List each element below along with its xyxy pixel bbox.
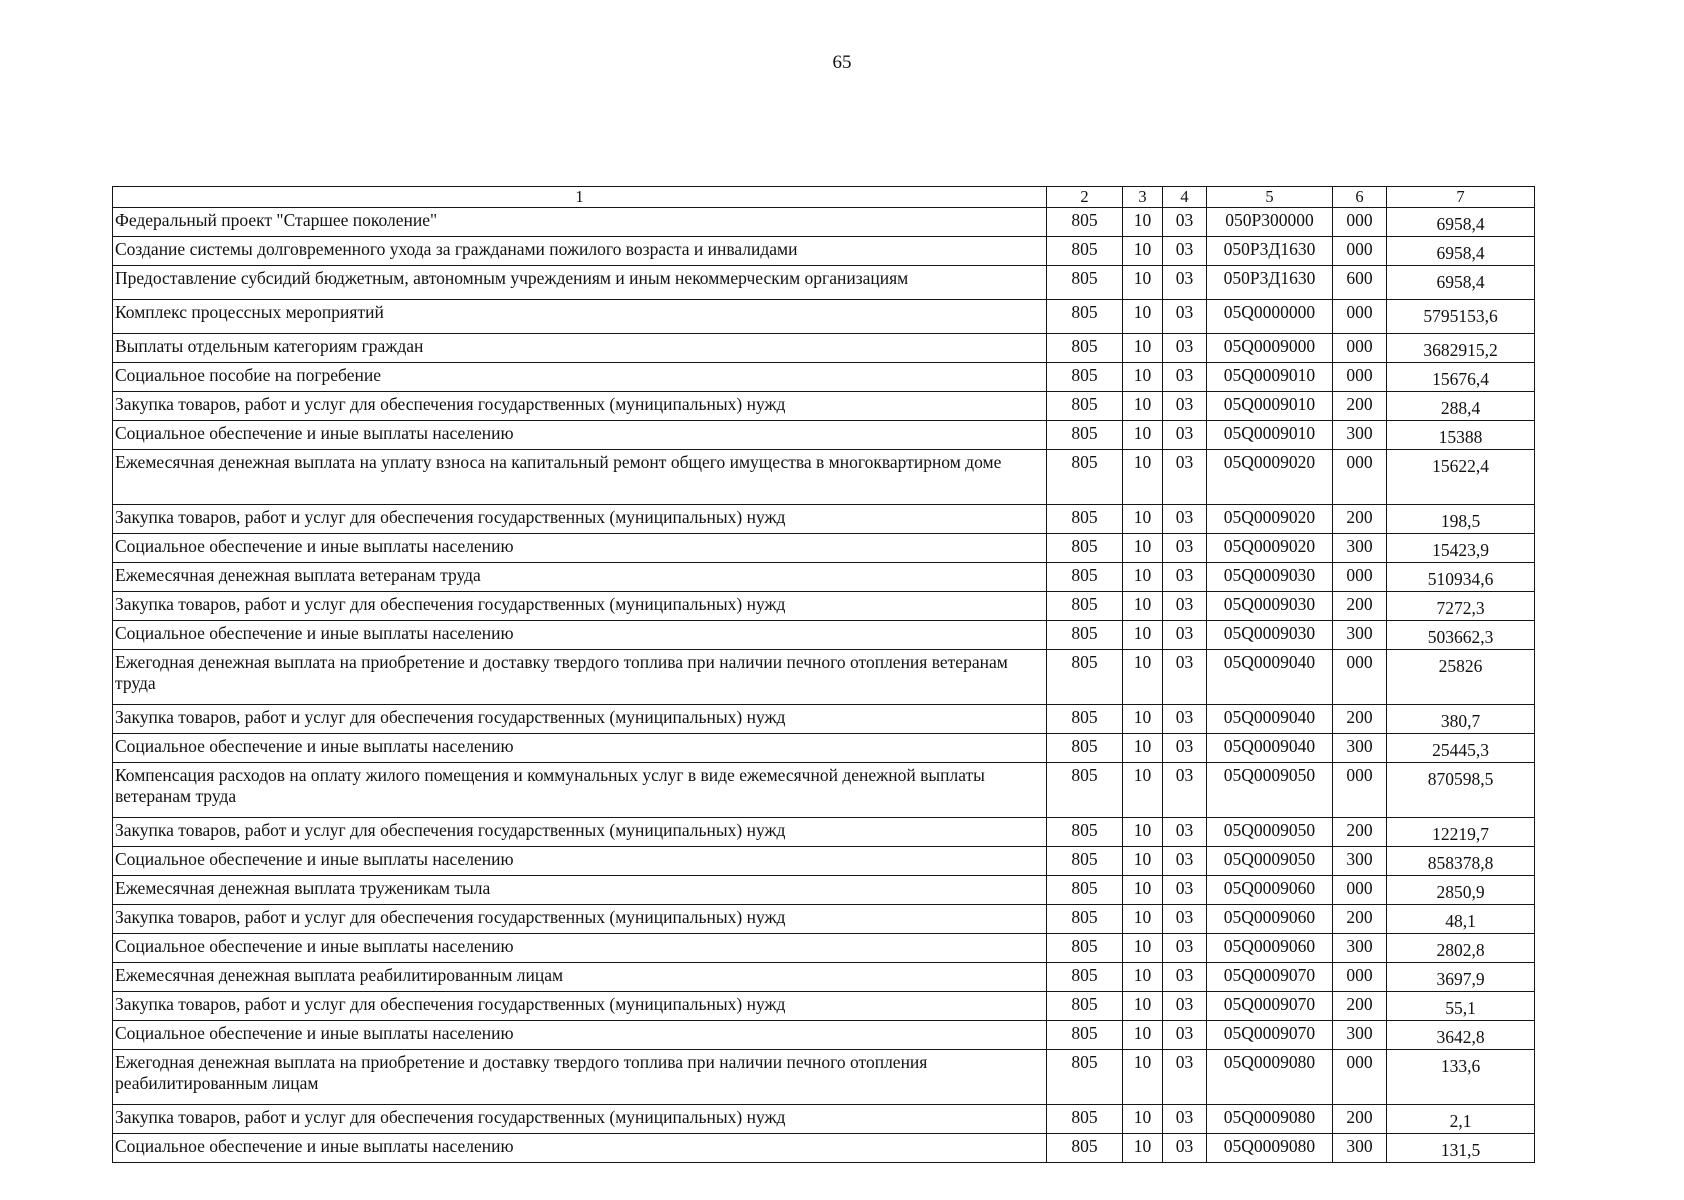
cell-amount: 133,6 — [1387, 1050, 1535, 1105]
cell-target-article: 05Q0009040 — [1207, 705, 1333, 734]
cell-amount: 6958,4 — [1387, 237, 1535, 266]
cell-amount: 2,1 — [1387, 1105, 1535, 1134]
cell-target-article: 05Q0009000 — [1207, 334, 1333, 363]
cell-target-article: 05Q0000000 — [1207, 300, 1333, 334]
cell-ministry-code: 805 — [1047, 621, 1123, 650]
cell-subsection: 03 — [1163, 300, 1207, 334]
table-row — [113, 876, 1535, 905]
cell-amount: 12219,7 — [1387, 818, 1535, 847]
cell-section: 10 — [1123, 1021, 1163, 1050]
cell-subsection: 03 — [1163, 934, 1207, 963]
cell-section: 10 — [1123, 421, 1163, 450]
cell-ministry-code: 805 — [1047, 734, 1123, 763]
cell-target-article: 05Q0009030 — [1207, 592, 1333, 621]
cell-subsection: 03 — [1163, 763, 1207, 818]
cell-name: Федеральный проект "Старшее поколение" — [113, 208, 1047, 237]
cell-ministry-code: 805 — [1047, 534, 1123, 563]
table-row — [113, 905, 1535, 934]
cell-amount: 3682915,2 — [1387, 334, 1535, 363]
cell-target-article: 05Q0009030 — [1207, 563, 1333, 592]
table-row — [113, 705, 1535, 734]
cell-name: Создание системы долговременного ухода за гражданами пожилого возраста и инвалидами — [113, 237, 1047, 266]
cell-amount: 15388 — [1387, 421, 1535, 450]
cell-amount: 15676,4 — [1387, 363, 1535, 392]
cell-amount: 198,5 — [1387, 505, 1535, 534]
cell-expense-type: 300 — [1333, 421, 1387, 450]
header-col-4: 4 — [1163, 187, 1207, 208]
cell-expense-type: 200 — [1333, 705, 1387, 734]
cell-expense-type: 300 — [1333, 621, 1387, 650]
cell-ministry-code: 805 — [1047, 392, 1123, 421]
table-row — [113, 1134, 1535, 1163]
cell-target-article: 05Q0009040 — [1207, 734, 1333, 763]
cell-ministry-code: 805 — [1047, 450, 1123, 505]
cell-subsection: 03 — [1163, 876, 1207, 905]
cell-subsection: 03 — [1163, 1050, 1207, 1105]
cell-expense-type: 000 — [1333, 963, 1387, 992]
cell-name: Ежемесячная денежная выплата труженикам тыла — [113, 876, 1047, 905]
cell-amount: 2850,9 — [1387, 876, 1535, 905]
cell-target-article: 05Q0009060 — [1207, 934, 1333, 963]
cell-section: 10 — [1123, 208, 1163, 237]
cell-target-article: 05Q0009080 — [1207, 1105, 1333, 1134]
cell-name: Закупка товаров, работ и услуг для обеспечения государственных (муниципальных) нужд — [113, 705, 1047, 734]
cell-amount: 6958,4 — [1387, 208, 1535, 237]
cell-subsection: 03 — [1163, 505, 1207, 534]
cell-section: 10 — [1123, 905, 1163, 934]
cell-target-article: 050Р300000 — [1207, 208, 1333, 237]
table-row — [113, 763, 1535, 818]
table-row — [113, 734, 1535, 763]
cell-subsection: 03 — [1163, 992, 1207, 1021]
cell-amount: 3642,8 — [1387, 1021, 1535, 1050]
cell-target-article: 05Q0009020 — [1207, 450, 1333, 505]
table-row — [113, 818, 1535, 847]
cell-target-article: 05Q0009050 — [1207, 763, 1333, 818]
cell-ministry-code: 805 — [1047, 1050, 1123, 1105]
cell-name: Социальное обеспечение и иные выплаты населению — [113, 1134, 1047, 1163]
cell-name: Закупка товаров, работ и услуг для обеспечения государственных (муниципальных) нужд — [113, 592, 1047, 621]
table-row — [113, 934, 1535, 963]
cell-expense-type: 000 — [1333, 334, 1387, 363]
cell-section: 10 — [1123, 650, 1163, 705]
cell-subsection: 03 — [1163, 1021, 1207, 1050]
cell-target-article: 05Q0009070 — [1207, 992, 1333, 1021]
cell-target-article: 05Q0009010 — [1207, 363, 1333, 392]
cell-section: 10 — [1123, 505, 1163, 534]
cell-subsection: 03 — [1163, 1134, 1207, 1163]
table-row — [113, 534, 1535, 563]
cell-target-article: 050Р3Д1630 — [1207, 237, 1333, 266]
cell-ministry-code: 805 — [1047, 818, 1123, 847]
cell-subsection: 03 — [1163, 818, 1207, 847]
table-row — [113, 237, 1535, 266]
table-row — [113, 300, 1535, 334]
cell-section: 10 — [1123, 392, 1163, 421]
table-row — [113, 1021, 1535, 1050]
cell-ministry-code: 805 — [1047, 563, 1123, 592]
cell-section: 10 — [1123, 763, 1163, 818]
cell-name: Социальное пособие на погребение — [113, 363, 1047, 392]
cell-expense-type: 000 — [1333, 450, 1387, 505]
cell-expense-type: 200 — [1333, 592, 1387, 621]
cell-name: Социальное обеспечение и иные выплаты населению — [113, 621, 1047, 650]
budget-table — [112, 186, 1535, 1163]
cell-section: 10 — [1123, 563, 1163, 592]
cell-ministry-code: 805 — [1047, 934, 1123, 963]
cell-section: 10 — [1123, 818, 1163, 847]
header-col-5: 5 — [1207, 187, 1333, 208]
cell-section: 10 — [1123, 1105, 1163, 1134]
cell-name: Закупка товаров, работ и услуг для обеспечения государственных (муниципальных) нужд — [113, 1105, 1047, 1134]
cell-target-article: 05Q0009040 — [1207, 650, 1333, 705]
cell-ministry-code: 805 — [1047, 592, 1123, 621]
cell-target-article: 05Q0009060 — [1207, 876, 1333, 905]
cell-amount: 510934,6 — [1387, 563, 1535, 592]
cell-subsection: 03 — [1163, 266, 1207, 300]
cell-ministry-code: 805 — [1047, 847, 1123, 876]
cell-section: 10 — [1123, 847, 1163, 876]
cell-expense-type: 200 — [1333, 392, 1387, 421]
table-row — [113, 992, 1535, 1021]
cell-expense-type: 200 — [1333, 905, 1387, 934]
cell-ministry-code: 805 — [1047, 334, 1123, 363]
cell-expense-type: 300 — [1333, 1134, 1387, 1163]
table-row — [113, 563, 1535, 592]
cell-section: 10 — [1123, 934, 1163, 963]
cell-amount: 7272,3 — [1387, 592, 1535, 621]
cell-section: 10 — [1123, 237, 1163, 266]
cell-name: Закупка товаров, работ и услуг для обеспечения государственных (муниципальных) нужд — [113, 505, 1047, 534]
header-col-6: 6 — [1333, 187, 1387, 208]
cell-ministry-code: 805 — [1047, 963, 1123, 992]
table-row — [113, 621, 1535, 650]
cell-name: Социальное обеспечение и иные выплаты населению — [113, 734, 1047, 763]
cell-subsection: 03 — [1163, 421, 1207, 450]
cell-expense-type: 000 — [1333, 563, 1387, 592]
cell-subsection: 03 — [1163, 650, 1207, 705]
cell-subsection: 03 — [1163, 963, 1207, 992]
cell-target-article: 05Q0009050 — [1207, 847, 1333, 876]
cell-amount: 25826 — [1387, 650, 1535, 705]
cell-target-article: 05Q0009020 — [1207, 534, 1333, 563]
cell-name: Ежегодная денежная выплата на приобретение и доставку твердого топлива при наличии печного отопления ветеранам труда — [113, 650, 1047, 705]
cell-section: 10 — [1123, 1134, 1163, 1163]
cell-amount: 15622,4 — [1387, 450, 1535, 505]
cell-expense-type: 000 — [1333, 237, 1387, 266]
table-row — [113, 847, 1535, 876]
cell-target-article: 05Q0009070 — [1207, 963, 1333, 992]
table-row — [113, 963, 1535, 992]
header-col-3: 3 — [1123, 187, 1163, 208]
cell-subsection: 03 — [1163, 392, 1207, 421]
cell-section: 10 — [1123, 334, 1163, 363]
cell-expense-type: 300 — [1333, 934, 1387, 963]
page-number: 65 — [832, 52, 852, 73]
table-row — [113, 334, 1535, 363]
cell-subsection: 03 — [1163, 592, 1207, 621]
cell-subsection: 03 — [1163, 208, 1207, 237]
cell-subsection: 03 — [1163, 734, 1207, 763]
cell-expense-type: 200 — [1333, 505, 1387, 534]
cell-target-article: 05Q0009020 — [1207, 505, 1333, 534]
cell-ministry-code: 805 — [1047, 876, 1123, 905]
cell-name: Социальное обеспечение и иные выплаты населению — [113, 421, 1047, 450]
cell-expense-type: 000 — [1333, 300, 1387, 334]
cell-section: 10 — [1123, 876, 1163, 905]
cell-section: 10 — [1123, 963, 1163, 992]
cell-name: Социальное обеспечение и иные выплаты населению — [113, 1021, 1047, 1050]
cell-ministry-code: 805 — [1047, 505, 1123, 534]
cell-subsection: 03 — [1163, 534, 1207, 563]
table-row — [113, 363, 1535, 392]
cell-ministry-code: 805 — [1047, 421, 1123, 450]
cell-expense-type: 000 — [1333, 876, 1387, 905]
cell-amount: 48,1 — [1387, 905, 1535, 934]
cell-expense-type: 000 — [1333, 1050, 1387, 1105]
cell-target-article: 05Q0009050 — [1207, 818, 1333, 847]
cell-amount: 6958,4 — [1387, 266, 1535, 300]
cell-amount: 503662,3 — [1387, 621, 1535, 650]
table-row — [113, 1105, 1535, 1134]
cell-expense-type: 300 — [1333, 734, 1387, 763]
table-row — [113, 650, 1535, 705]
cell-ministry-code: 805 — [1047, 763, 1123, 818]
cell-subsection: 03 — [1163, 847, 1207, 876]
cell-amount: 380,7 — [1387, 705, 1535, 734]
table-row — [113, 392, 1535, 421]
cell-target-article: 05Q0009080 — [1207, 1050, 1333, 1105]
cell-section: 10 — [1123, 266, 1163, 300]
cell-name: Социальное обеспечение и иные выплаты населению — [113, 934, 1047, 963]
cell-amount: 55,1 — [1387, 992, 1535, 1021]
header-col-2: 2 — [1047, 187, 1123, 208]
table-header-row — [113, 187, 1535, 208]
cell-subsection: 03 — [1163, 621, 1207, 650]
cell-expense-type: 000 — [1333, 763, 1387, 818]
cell-section: 10 — [1123, 621, 1163, 650]
cell-name: Ежегодная денежная выплата на приобретение и доставку твердого топлива при наличии печного отопления реабилитированным лицам — [113, 1050, 1047, 1105]
cell-section: 10 — [1123, 300, 1163, 334]
cell-ministry-code: 805 — [1047, 1021, 1123, 1050]
cell-target-article: 050Р3Д1630 — [1207, 266, 1333, 300]
cell-name: Выплаты отдельным категориям граждан — [113, 334, 1047, 363]
table-row — [113, 505, 1535, 534]
cell-expense-type: 300 — [1333, 534, 1387, 563]
table-row — [113, 450, 1535, 505]
cell-subsection: 03 — [1163, 363, 1207, 392]
cell-subsection: 03 — [1163, 1105, 1207, 1134]
cell-target-article: 05Q0009070 — [1207, 1021, 1333, 1050]
cell-target-article: 05Q0009060 — [1207, 905, 1333, 934]
cell-name: Комплекс процессных мероприятий — [113, 300, 1047, 334]
cell-section: 10 — [1123, 534, 1163, 563]
cell-target-article: 05Q0009030 — [1207, 621, 1333, 650]
cell-expense-type: 200 — [1333, 992, 1387, 1021]
table-row — [113, 208, 1535, 237]
cell-amount: 5795153,6 — [1387, 300, 1535, 334]
cell-name: Закупка товаров, работ и услуг для обеспечения государственных (муниципальных) нужд — [113, 992, 1047, 1021]
cell-ministry-code: 805 — [1047, 650, 1123, 705]
cell-expense-type: 200 — [1333, 818, 1387, 847]
cell-name: Социальное обеспечение и иные выплаты населению — [113, 534, 1047, 563]
cell-amount: 870598,5 — [1387, 763, 1535, 818]
cell-ministry-code: 805 — [1047, 237, 1123, 266]
cell-name: Социальное обеспечение и иные выплаты населению — [113, 847, 1047, 876]
cell-amount: 131,5 — [1387, 1134, 1535, 1163]
cell-section: 10 — [1123, 363, 1163, 392]
cell-ministry-code: 805 — [1047, 266, 1123, 300]
cell-expense-type: 000 — [1333, 363, 1387, 392]
cell-subsection: 03 — [1163, 905, 1207, 934]
cell-section: 10 — [1123, 734, 1163, 763]
cell-amount: 3697,9 — [1387, 963, 1535, 992]
cell-ministry-code: 805 — [1047, 300, 1123, 334]
header-col-1: 1 — [113, 187, 1047, 208]
cell-section: 10 — [1123, 592, 1163, 621]
cell-ministry-code: 805 — [1047, 208, 1123, 237]
cell-ministry-code: 805 — [1047, 705, 1123, 734]
cell-subsection: 03 — [1163, 563, 1207, 592]
cell-name: Компенсация расходов на оплату жилого помещения и коммунальных услуг в виде ежемесячной денежной выплаты ветеранам труда — [113, 763, 1047, 818]
cell-amount: 858378,8 — [1387, 847, 1535, 876]
cell-amount: 25445,3 — [1387, 734, 1535, 763]
cell-expense-type: 300 — [1333, 1021, 1387, 1050]
cell-name: Ежемесячная денежная выплата реабилитированным лицам — [113, 963, 1047, 992]
cell-amount: 2802,8 — [1387, 934, 1535, 963]
cell-target-article: 05Q0009080 — [1207, 1134, 1333, 1163]
cell-name: Ежемесячная денежная выплата ветеранам труда — [113, 563, 1047, 592]
cell-name: Ежемесячная денежная выплата на уплату взноса на капитальный ремонт общего имущества в многоквартирном доме — [113, 450, 1047, 505]
cell-ministry-code: 805 — [1047, 992, 1123, 1021]
cell-subsection: 03 — [1163, 237, 1207, 266]
cell-name: Закупка товаров, работ и услуг для обеспечения государственных (муниципальных) нужд — [113, 392, 1047, 421]
cell-section: 10 — [1123, 705, 1163, 734]
cell-name: Закупка товаров, работ и услуг для обеспечения государственных (муниципальных) нужд — [113, 818, 1047, 847]
cell-ministry-code: 805 — [1047, 363, 1123, 392]
table-row — [113, 592, 1535, 621]
cell-target-article: 05Q0009010 — [1207, 421, 1333, 450]
cell-expense-type: 000 — [1333, 650, 1387, 705]
cell-expense-type: 300 — [1333, 847, 1387, 876]
cell-expense-type: 000 — [1333, 208, 1387, 237]
cell-amount: 288,4 — [1387, 392, 1535, 421]
cell-section: 10 — [1123, 450, 1163, 505]
table-row — [113, 266, 1535, 300]
table-body — [113, 208, 1535, 1163]
cell-subsection: 03 — [1163, 450, 1207, 505]
header-col-7: 7 — [1387, 187, 1535, 208]
cell-target-article: 05Q0009010 — [1207, 392, 1333, 421]
cell-subsection: 03 — [1163, 334, 1207, 363]
cell-ministry-code: 805 — [1047, 1134, 1123, 1163]
cell-section: 10 — [1123, 992, 1163, 1021]
cell-ministry-code: 805 — [1047, 1105, 1123, 1134]
table-row — [113, 1050, 1535, 1105]
cell-name: Предоставление субсидий бюджетным, автономным учреждениям и иным некоммерческим организациям — [113, 266, 1047, 300]
cell-subsection: 03 — [1163, 705, 1207, 734]
cell-name: Закупка товаров, работ и услуг для обеспечения государственных (муниципальных) нужд — [113, 905, 1047, 934]
cell-expense-type: 600 — [1333, 266, 1387, 300]
cell-section: 10 — [1123, 1050, 1163, 1105]
cell-ministry-code: 805 — [1047, 905, 1123, 934]
cell-expense-type: 200 — [1333, 1105, 1387, 1134]
cell-amount: 15423,9 — [1387, 534, 1535, 563]
table-row — [113, 421, 1535, 450]
